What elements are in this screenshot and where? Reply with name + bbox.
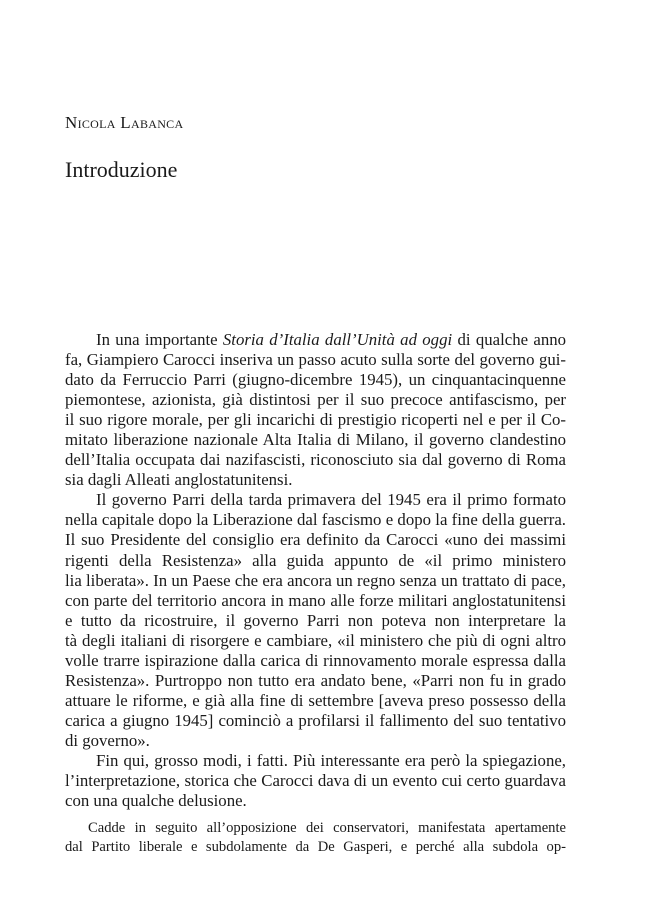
text-line: Fin qui, grosso modi, i fatti. Più interessante era però la spiegazione, [96, 750, 566, 770]
text-line: attuare le riforme, e già alla fine di settembre [aveva preso possesso della [65, 690, 566, 710]
text-line: volle trarre ispirazione dalla carica di rinnovamento morale espressa dalla [65, 650, 566, 670]
text-line: fa, Giampiero Carocci inseriva un passo acuto sulla sorte del governo gui- [65, 350, 566, 370]
text-line: nella capitale dopo la Liberazione dal fascismo e dopo la fine della guerra. [65, 510, 566, 530]
paragraph [65, 751, 566, 811]
text-line: piemontese, azionista, già distintosi per il suo precoce antifascismo, per [65, 390, 566, 410]
text-line: In una importante Storia d’Italia dall’Unità ad oggi di qualche anno [96, 330, 566, 349]
text-line: sia dagli Alleati anglostatunitensi. [65, 470, 293, 490]
book-title-italic: Storia d’Italia dall’Unità ad oggi [222, 330, 453, 349]
chapter-body [65, 330, 566, 857]
text-line: e tutto da ricostruire, il governo Parri non poteva non interpretare la [65, 610, 566, 630]
text-line: lia liberata». In un Paese che era ancora un regno senza un trattato di pace, [65, 570, 566, 590]
text-line: dell’Italia occupata dai nazifascisti, riconosciuto sia dal governo di Roma [65, 450, 566, 470]
paragraph [65, 330, 566, 490]
text-line: con parte del territorio ancora in mano alle forze militari anglostatunitensi [65, 590, 566, 610]
text-line: Cadde in seguito all’opposizione dei conservatori, manifestata apertamente [88, 820, 566, 837]
chapter-title: Introduzione [65, 157, 178, 182]
text-line: dal Partito liberale e subdolamente da De Gasperi, e perché alla subdola op- [65, 839, 566, 856]
text-line: di governo». [65, 730, 150, 750]
text-line: con una qualche delusione. [65, 791, 247, 811]
chapter-author: Nicola Labanca [65, 113, 184, 132]
block-quote [65, 819, 566, 857]
text-line: tà degli italiani di risorgere e cambiare, «il ministero che più di ogni altro [65, 630, 566, 650]
text-line: l’interpretazione, storica che Carocci dava di un evento cui certo guardava [65, 771, 566, 791]
text-line: mitato liberazione nazionale Alta Italia di Milano, il governo clandestino [65, 430, 566, 450]
text-line: il suo rigore morale, per gli incarichi di prestigio ricoperti nel e per il Co- [65, 410, 566, 430]
text-line: Il governo Parri della tarda primavera del 1945 era il primo formato [96, 490, 566, 510]
text-line: dato da Ferruccio Parri (giugno-dicembre 1945), un cinquantacinquenne [65, 370, 566, 390]
text-line: carica a giugno 1945] cominciò a profilarsi il fallimento del suo tentativo [65, 710, 566, 730]
text-line: rigenti della Resistenza» alla guida appunto de «il primo ministero [65, 550, 566, 570]
text-line: Il suo Presidente del consiglio era definito da Carocci «uno dei massimi [65, 530, 566, 550]
paragraph [65, 490, 566, 751]
text-line: Resistenza». Purtroppo non tutto era andato bene, «Parri non fu in grado [65, 670, 566, 690]
